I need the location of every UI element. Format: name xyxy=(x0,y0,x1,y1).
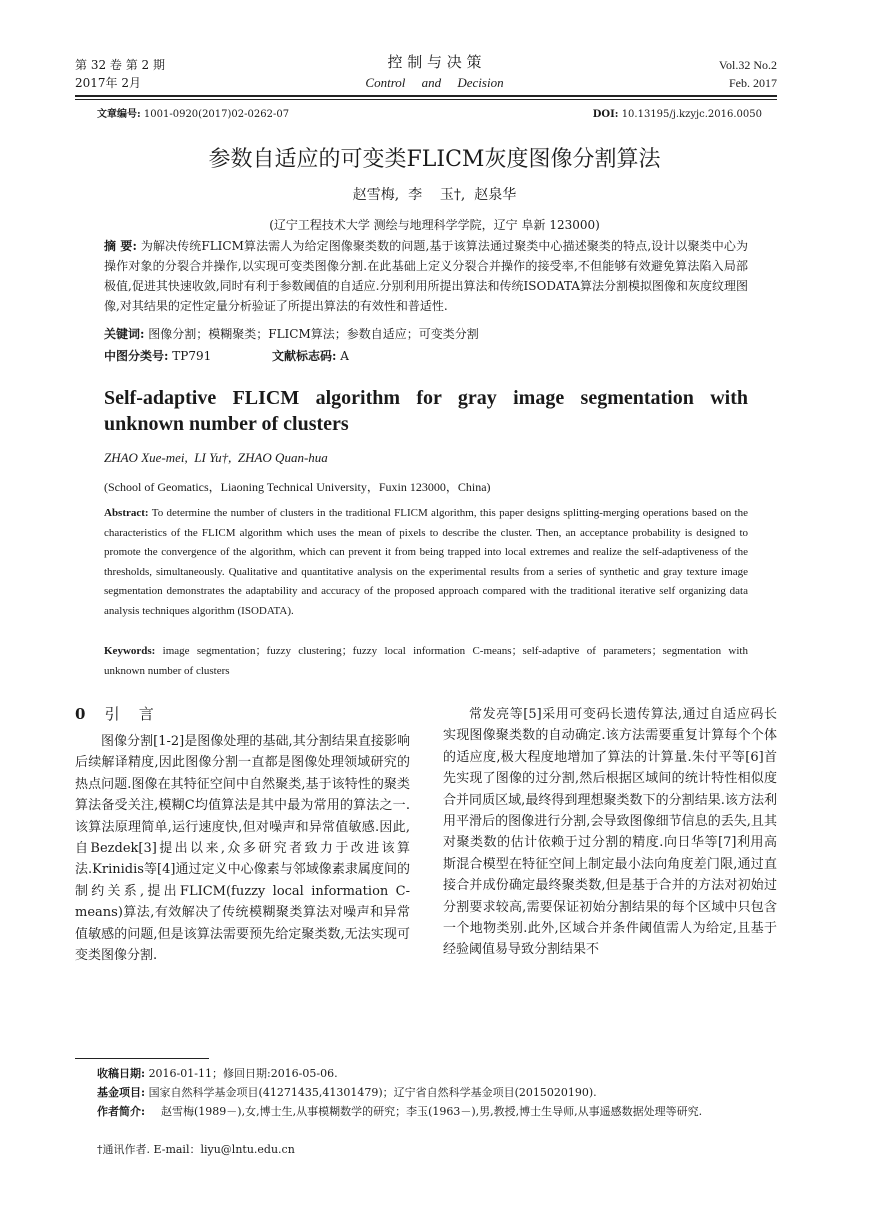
doi-label: DOI: xyxy=(592,109,619,120)
author-label: 作者简介: xyxy=(97,1105,146,1118)
class-value: TP791 xyxy=(172,349,212,363)
header-date-en: Feb. 2017 xyxy=(729,76,777,90)
keywords-cn xyxy=(104,324,748,344)
section-title: 引 言 xyxy=(104,705,154,723)
article-number-value: 1001-0920(2017)02-0262-07 xyxy=(143,109,290,120)
affiliation-cn: (辽宁工程技术大学 测绘与地理科学学院，辽宁 阜新 123000) xyxy=(269,218,600,232)
abstract-en-label: Abstract: xyxy=(104,507,149,519)
keywords-en-label: Keywords: xyxy=(104,645,156,657)
doc-code-label: 文献标志码: xyxy=(272,349,337,363)
footnote-fund xyxy=(97,1085,767,1101)
paper-title-cn: 参数自适应的可变类FLICM灰度图像分割算法 xyxy=(208,147,661,172)
footnote-author-label xyxy=(97,1104,153,1120)
section-number: 0 xyxy=(75,705,86,723)
section-left-column: 图像分割[1-2]是图像处理的基础,其分割结果直接影响后续解译精度,因此图像分割一直都是图像处理领域研究的热点问题.图像在其特征空间中自然聚类,基于该特性的聚类算法备受关注,模糊C均值算法是其中最为常用的算法之一.该算法原理简单,运行速度快,但对噪声和异常值敏感.因此,自Bezdek[3]提出以来,众多研究者致力于改进该算法.Krinidis等[4]通过定义中心像素与邻域像素隶属度间的制约关系,提出FLICM(fuzzy local information C-means)算法,有效解决了传统模糊聚类算法对噪声和异常值敏感的问题,但是该算法需要预先给定聚类数,无法实现可变类图像分割. xyxy=(75,734,410,964)
footnote-rule xyxy=(75,1058,209,1059)
keywords-en xyxy=(104,642,748,681)
abstract-cn xyxy=(104,236,748,316)
received-label: 收稿日期: xyxy=(97,1067,146,1080)
document-code xyxy=(272,346,472,366)
doi-value: 10.13195/j.kzyjc.2016.0050 xyxy=(621,109,762,120)
journal-title-cn: 控 制 与 决 策 xyxy=(387,53,482,71)
keywords-cn-label: 关键词: xyxy=(104,327,145,341)
article-number-label: 文章编号: xyxy=(97,109,141,120)
header-volume-cn: 第 32 卷 第 2 期 xyxy=(75,58,165,72)
journal-title-en: Control and Decision xyxy=(365,75,504,90)
abstract-en xyxy=(104,504,748,622)
keywords-en-text: image segmentation；fuzzy clustering；fuzzy local information C-means；self-adaptive of parameters；segmentation with unknown number of clusters xyxy=(104,645,748,677)
fund-text: 国家自然科学基金项目(41271435,41301479)；辽宁省自然科学基金项目(2015020190). xyxy=(148,1086,597,1099)
received-text: 2016-01-11；修回日期:2016-05-06. xyxy=(148,1067,338,1080)
header-date-cn: 2017年 2月 xyxy=(75,76,141,90)
paper-title-en: Self-adaptive FLICM algorithm for gray image segmentation with unknown number of clusters xyxy=(104,387,748,435)
section-right-column: 常发亮等[5]采用可变码长遗传算法,通过自适应码长实现图像聚类数的自动确定.该方法需要重复计算每个个体的适应度,极大程度地增加了算法的计算量.朱付平等[6]首先实现了图像的过分割,然后根据区域间的统计特性相似度合并同质区域,最终得到理想聚类数下的分割结果.该方法利用平滑后的图像进行分割,会导致图像细节信息的丢失,且其对聚类数的估计依赖于过分割的精度.向日华等[7]利用高斯混合模型在特征空间上制定最小法向角度差门限,通过直接合并成份确定最终聚类数,但是基于合并的方法对初始过分割要求较高,需要保证初始分割结果的每个区域中只包含一个地物类别.此外,区域合并条件阈值需人为给定,且基于经验阈值易导致分割结果不 xyxy=(443,707,777,958)
section-heading xyxy=(75,704,154,724)
affiliation-en: (School of Geomatics，Liaoning Technical University，Fuxin 123000，China) xyxy=(104,480,491,494)
authors-en: ZHAO Xue-mei, LI Yu†, ZHAO Quan-hua xyxy=(104,450,328,465)
doi xyxy=(593,108,762,122)
header-volume-en: Vol.32 No.2 xyxy=(718,58,777,72)
header-rule-thin xyxy=(75,99,777,100)
abstract-cn-label: 摘 要: xyxy=(104,239,137,253)
footnote-author: 赵雪梅(1989－),女,博士生,从事模糊数学的研究；李玉(1963－),男,教授,博士生导师,从事遥感数据处理等研究. xyxy=(161,1105,703,1118)
fund-label: 基金项目: xyxy=(97,1086,146,1099)
footnote-corresponding: †通讯作者. E-mail：liyu@lntu.edu.cn xyxy=(97,1143,295,1156)
doc-code-value: A xyxy=(340,349,349,363)
footnote-received xyxy=(97,1066,767,1082)
article-number xyxy=(97,108,289,122)
class-label: 中图分类号: xyxy=(104,349,169,363)
keywords-cn-text: 图像分割；模糊聚类；FLICM算法；参数自适应；可变类分割 xyxy=(148,327,479,341)
abstract-en-text: To determine the number of clusters in the traditional FLICM algorithm, this paper designs splitting-merging operations based on the characteristics of the FLICM algorithm which uses the mean of pixels to describe the cluster. Then, an acceptance probability is designed to promote the convergence of the algorithm, which can prevent it from being trapped into local extremes and realize the self-adaptiveness of the thresholds, simultaneously. Qualitative and quantitative analysis on the experimental results from a series of synthetic and gray texture image segmentation demonstrates the adaptability and accuracy of the proposed approach compared with the traditional iterative self organizing data analysis techniques algorithm (ISODATA). xyxy=(104,507,748,617)
header-rule xyxy=(75,95,777,97)
abstract-cn-text: 为解决传统FLICM算法需人为给定图像聚类数的问题,基于该算法通过聚类中心描述聚类的特点,设计以聚类中心为操作对象的分裂合并操作,以实现可变类图像分割.在此基础上定义分裂合并操作的接受率,不但能够有效避免算法陷入局部极值,促进其快速收敛,同时有利于参数阈值的自适应.分别利用所提出算法和传统ISODATA算法分割模拟图像和灰度纹理图像,对其结果的定性定量分析验证了所提出算法的有效性和普适性. xyxy=(104,239,748,313)
authors-cn: 赵雪梅, 李 玉†, 赵泉华 xyxy=(352,187,517,203)
